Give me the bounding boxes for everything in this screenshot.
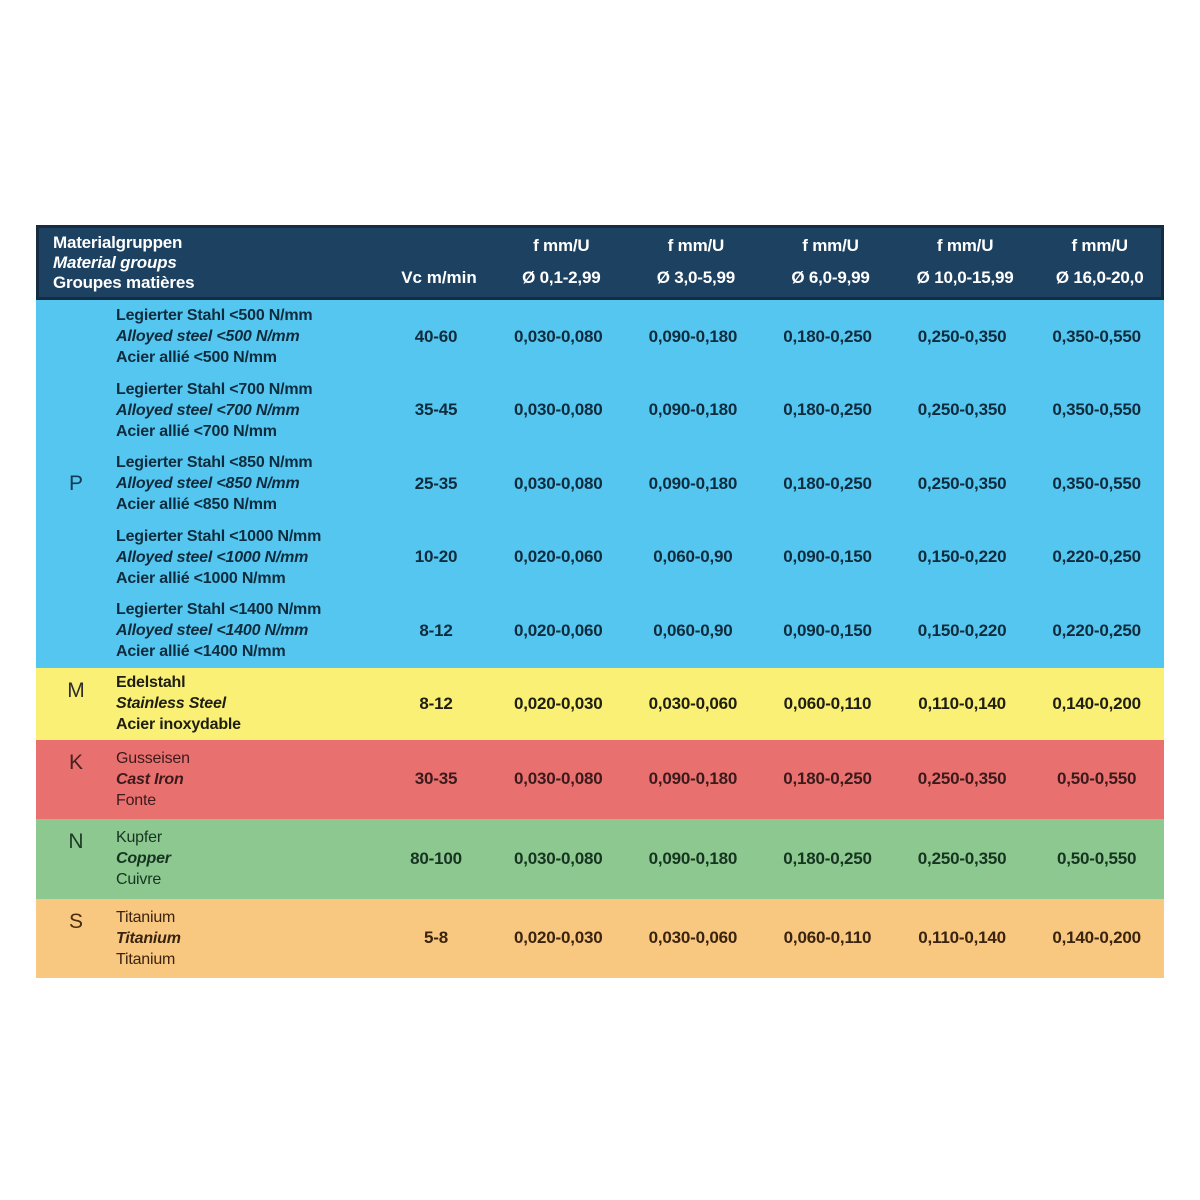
material-name-de: Legierter Stahl <1400 N/mm [116,601,322,619]
table-row [116,521,1164,595]
material-name [116,668,381,740]
feed-value: 0,150-0,220 [917,620,1007,640]
group-m-row [36,668,1164,740]
material-name [116,447,381,521]
feed-column-header-2 [629,228,764,297]
material-name-de: Legierter Stahl <500 N/mm [116,307,313,325]
feed-column-header-4 [898,228,1033,297]
material-name-en: Alloyed steel <1400 N/mm [116,622,309,640]
material-name-de: Gusseisen [116,749,190,767]
vc-value: 35-45 [414,400,458,420]
feed-value: 0,090-0,180 [648,848,738,868]
vc-value: 30-35 [414,769,458,788]
table-header [36,225,1164,300]
material-name-en: Stainless Steel [116,695,226,712]
feed-value: 0,110-0,140 [918,693,1006,713]
material-name-fr: Acier allié <700 N/mm [116,422,277,440]
material-name [116,521,381,595]
diameter-range-1: Ø 0,1-2,99 [522,268,601,287]
material-name [116,374,381,448]
table-row [116,447,1164,521]
material-name [116,819,381,899]
feed-value: 0,030-0,080 [514,473,603,493]
vc-column-header: Vc m/min [401,268,477,287]
feed-column-header-5 [1032,228,1167,297]
feed-value: 0,220-0,250 [1052,620,1141,640]
feed-value: 0,090-0,180 [648,769,738,788]
feed-value: 0,180-0,250 [783,769,872,788]
feed-value: 0,030-0,080 [514,326,603,346]
material-name [116,594,381,668]
group-s-row [36,899,1164,978]
feed-value: 0,350-0,550 [1052,473,1141,493]
feed-value: 0,110-0,140 [918,928,1006,947]
material-name-en: Alloyed steel <500 N/mm [116,328,300,346]
group-n-row [36,819,1164,899]
material-name [116,740,381,819]
vc-value: 8-12 [419,620,453,640]
material-name-en: Titanium [116,929,181,947]
feed-value: 0,090-0,180 [648,400,738,420]
vc-value: 8-12 [419,693,453,713]
f-unit-label: f mm/U [533,236,590,255]
feed-value: 0,090-0,180 [648,326,738,346]
material-groups-title [39,228,384,297]
material-name-de: Legierter Stahl <1000 N/mm [116,527,322,545]
group-k-row [36,740,1164,819]
feed-value: 0,060-0,90 [653,620,733,640]
material-name-en: Alloyed steel <700 N/mm [116,401,300,419]
feed-value: 0,140-0,200 [1052,693,1141,713]
feed-value: 0,030-0,080 [514,400,603,420]
group-letter-k: K [68,750,83,774]
material-name [116,300,381,374]
material-name-de: Kupfer [116,829,162,846]
material-name-fr: Acier allié <850 N/mm [116,496,277,514]
title-de: Materialgruppen [53,232,183,252]
feed-value: 0,030-0,080 [514,848,603,868]
feed-value: 0,180-0,250 [783,326,872,346]
feed-value: 0,350-0,550 [1052,400,1141,420]
feed-value: 0,060-0,110 [783,693,872,713]
table-row [116,594,1164,668]
feed-value: 0,030-0,060 [648,693,738,713]
diameter-range-2: Ø 3,0-5,99 [656,268,736,287]
feed-value: 0,060-0,90 [653,547,733,567]
feed-value: 0,140-0,200 [1052,928,1141,947]
material-name-de: Legierter Stahl <700 N/mm [116,380,313,398]
feed-value: 0,020-0,060 [514,620,603,640]
group-letter-p: P [68,471,83,495]
material-name-fr: Acier inoxydable [116,716,241,733]
vc-value: 25-35 [414,473,458,493]
material-name-fr: Titanium [116,950,176,968]
feed-value: 0,090-0,150 [783,547,872,567]
material-name [116,899,381,978]
feed-value: 0,090-0,180 [648,473,738,493]
feed-value: 0,250-0,350 [917,326,1007,346]
feed-rate-table [36,225,1164,978]
material-name-fr: Acier allié <1400 N/mm [116,643,286,661]
feed-value: 0,030-0,060 [648,928,738,947]
feed-value: 0,50-0,550 [1057,769,1137,788]
feed-value: 0,250-0,350 [917,473,1007,493]
vc-value: 80-100 [410,848,462,868]
table-row [116,374,1164,448]
feed-value: 0,180-0,250 [783,400,872,420]
group-letter-m: M [67,678,85,702]
feed-column-header-1 [494,228,629,297]
feed-value: 0,020-0,030 [514,928,603,947]
material-name-fr: Fonte [116,791,156,809]
feed-value: 0,220-0,250 [1052,547,1141,567]
feed-value: 0,180-0,250 [783,848,872,868]
feed-value: 0,030-0,080 [514,769,603,788]
material-name-en: Alloyed steel <850 N/mm [116,475,300,493]
feed-value: 0,150-0,220 [917,547,1007,567]
title-fr: Groupes matières [53,272,195,292]
f-unit-label: f mm/U [1071,236,1128,255]
group-p-section [36,300,1164,668]
vc-value: 10-20 [414,547,458,567]
feed-value: 0,090-0,150 [783,620,872,640]
feed-value: 0,020-0,060 [514,547,603,567]
material-name-de: Edelstahl [116,674,186,691]
material-name-fr: Acier allié <500 N/mm [116,349,277,367]
group-letter-n: N [68,829,84,853]
material-name-en: Copper [116,850,171,867]
diameter-range-4: Ø 10,0-15,99 [916,268,1014,287]
table-row [116,300,1164,374]
group-letter-s: S [68,909,83,933]
feed-value: 0,250-0,350 [917,769,1007,788]
f-unit-label: f mm/U [936,236,994,255]
feed-value: 0,020-0,030 [514,693,603,713]
group-p-rows [116,300,1164,668]
material-name-en: Cast Iron [116,770,184,788]
material-name-de: Titanium [116,908,176,926]
f-unit-label: f mm/U [802,236,859,255]
feed-column-header-3 [763,228,898,297]
title-en: Material groups [53,252,177,272]
material-name-de: Legierter Stahl <850 N/mm [116,454,313,472]
feed-value: 0,060-0,110 [783,928,872,947]
feed-value: 0,250-0,350 [917,400,1007,420]
material-name-en: Alloyed steel <1000 N/mm [116,548,309,566]
feed-value: 0,50-0,550 [1057,848,1137,868]
f-unit-label: f mm/U [667,236,725,255]
material-name-fr: Cuivre [116,871,162,888]
vc-value: 40-60 [414,326,458,346]
material-name-fr: Acier allié <1000 N/mm [116,569,286,587]
vc-value: 5-8 [424,928,448,947]
feed-value: 0,180-0,250 [783,473,872,493]
feed-value: 0,350-0,550 [1052,326,1141,346]
diameter-range-3: Ø 6,0-9,99 [791,268,870,287]
feed-value: 0,250-0,350 [917,848,1007,868]
diameter-range-5: Ø 16,0-20,0 [1055,268,1144,287]
